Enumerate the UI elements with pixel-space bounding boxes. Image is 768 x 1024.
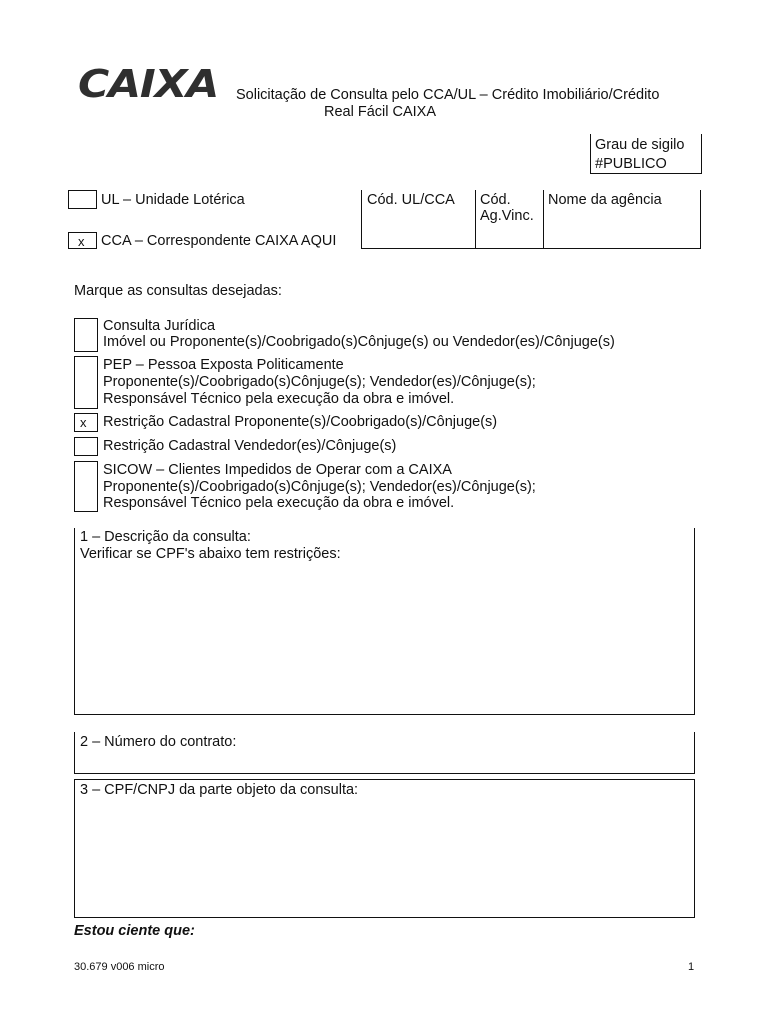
consulta-pep-line1: PEP – Pessoa Exposta Politicamente: [103, 357, 344, 373]
form-title-line1: Solicitação de Consulta pelo CCA/UL – Crédito Imobiliário/Crédito: [236, 87, 660, 103]
numero-contrato-field[interactable]: [74, 732, 695, 774]
descricao-value: Verificar se CPF's abaixo tem restrições:: [80, 546, 341, 562]
consulta-pep-line2: Proponente(s)/Coobrigado(s)Cônjuge(s); Vendedor(es)/Cônjuge(s);: [103, 374, 536, 390]
consulta-checkbox-sicow[interactable]: [74, 461, 98, 512]
page-number: 1: [688, 961, 695, 973]
cca-checkbox[interactable]: x: [68, 232, 97, 249]
form-title-line2: Real Fácil CAIXA: [324, 104, 437, 120]
sigilo-box: [590, 134, 702, 174]
col-agencia: Nome da agência: [548, 192, 662, 208]
descricao-label: 1 – Descrição da consulta:: [80, 529, 251, 545]
consulta-sicow-line1: SICOW – Clientes Impedidos de Operar com a CAIXA: [103, 462, 452, 478]
col-cod-ag-line1: Cód.: [480, 192, 511, 208]
cpf-cnpj-label: 3 – CPF/CNPJ da parte objeto da consulta:: [80, 782, 359, 798]
consulta-restricao-proponente: Restrição Cadastral Proponente(s)/Coobrigado(s)/Cônjuge(s): [103, 414, 498, 430]
consultas-prompt: Marque as consultas desejadas:: [74, 283, 282, 299]
descricao-consulta-field[interactable]: [74, 528, 695, 715]
cpf-cnpj-field[interactable]: [74, 779, 695, 918]
col-cod-ag-line2: Ag.Vinc.: [480, 208, 534, 224]
agency-table: [361, 190, 701, 249]
consulta-checkbox-juridica[interactable]: [74, 318, 98, 352]
caixa-logo: CAIXA: [78, 62, 219, 106]
consulta-checkbox-pep[interactable]: [74, 356, 98, 409]
ul-checkbox[interactable]: [68, 190, 97, 209]
sigilo-label: Grau de sigilo: [595, 137, 685, 153]
ul-label: UL – Unidade Lotérica: [101, 192, 245, 208]
ciente-heading: Estou ciente que:: [74, 923, 195, 939]
consulta-checkbox-restricao-proponente[interactable]: x: [74, 413, 98, 432]
footer-code: 30.679 v006 micro: [74, 961, 165, 973]
consulta-checkbox-restricao-vendedor[interactable]: [74, 437, 98, 456]
sigilo-value: #PUBLICO: [595, 156, 667, 172]
numero-contrato-label: 2 – Número do contrato:: [80, 734, 237, 750]
consulta-restricao-vendedor: Restrição Cadastral Vendedor(es)/Cônjuge(s): [103, 438, 397, 454]
consulta-juridica-line1: Consulta Jurídica: [103, 318, 216, 334]
consulta-sicow-line2: Proponente(s)/Coobrigado(s)Cônjuge(s); Vendedor(es)/Cônjuge(s);: [103, 479, 536, 495]
consulta-juridica-line2: Imóvel ou Proponente(s)/Coobrigado(s)Cônjuge(s) ou Vendedor(es)/Cônjuge(s): [103, 334, 615, 350]
consulta-sicow-line3: Responsável Técnico pela execução da obra e imóvel.: [103, 495, 455, 511]
col-cod-ul: Cód. UL/CCA: [367, 192, 455, 208]
cca-label: CCA – Correspondente CAIXA AQUI: [101, 233, 337, 249]
consulta-pep-line3: Responsável Técnico pela execução da obra e imóvel.: [103, 391, 455, 407]
